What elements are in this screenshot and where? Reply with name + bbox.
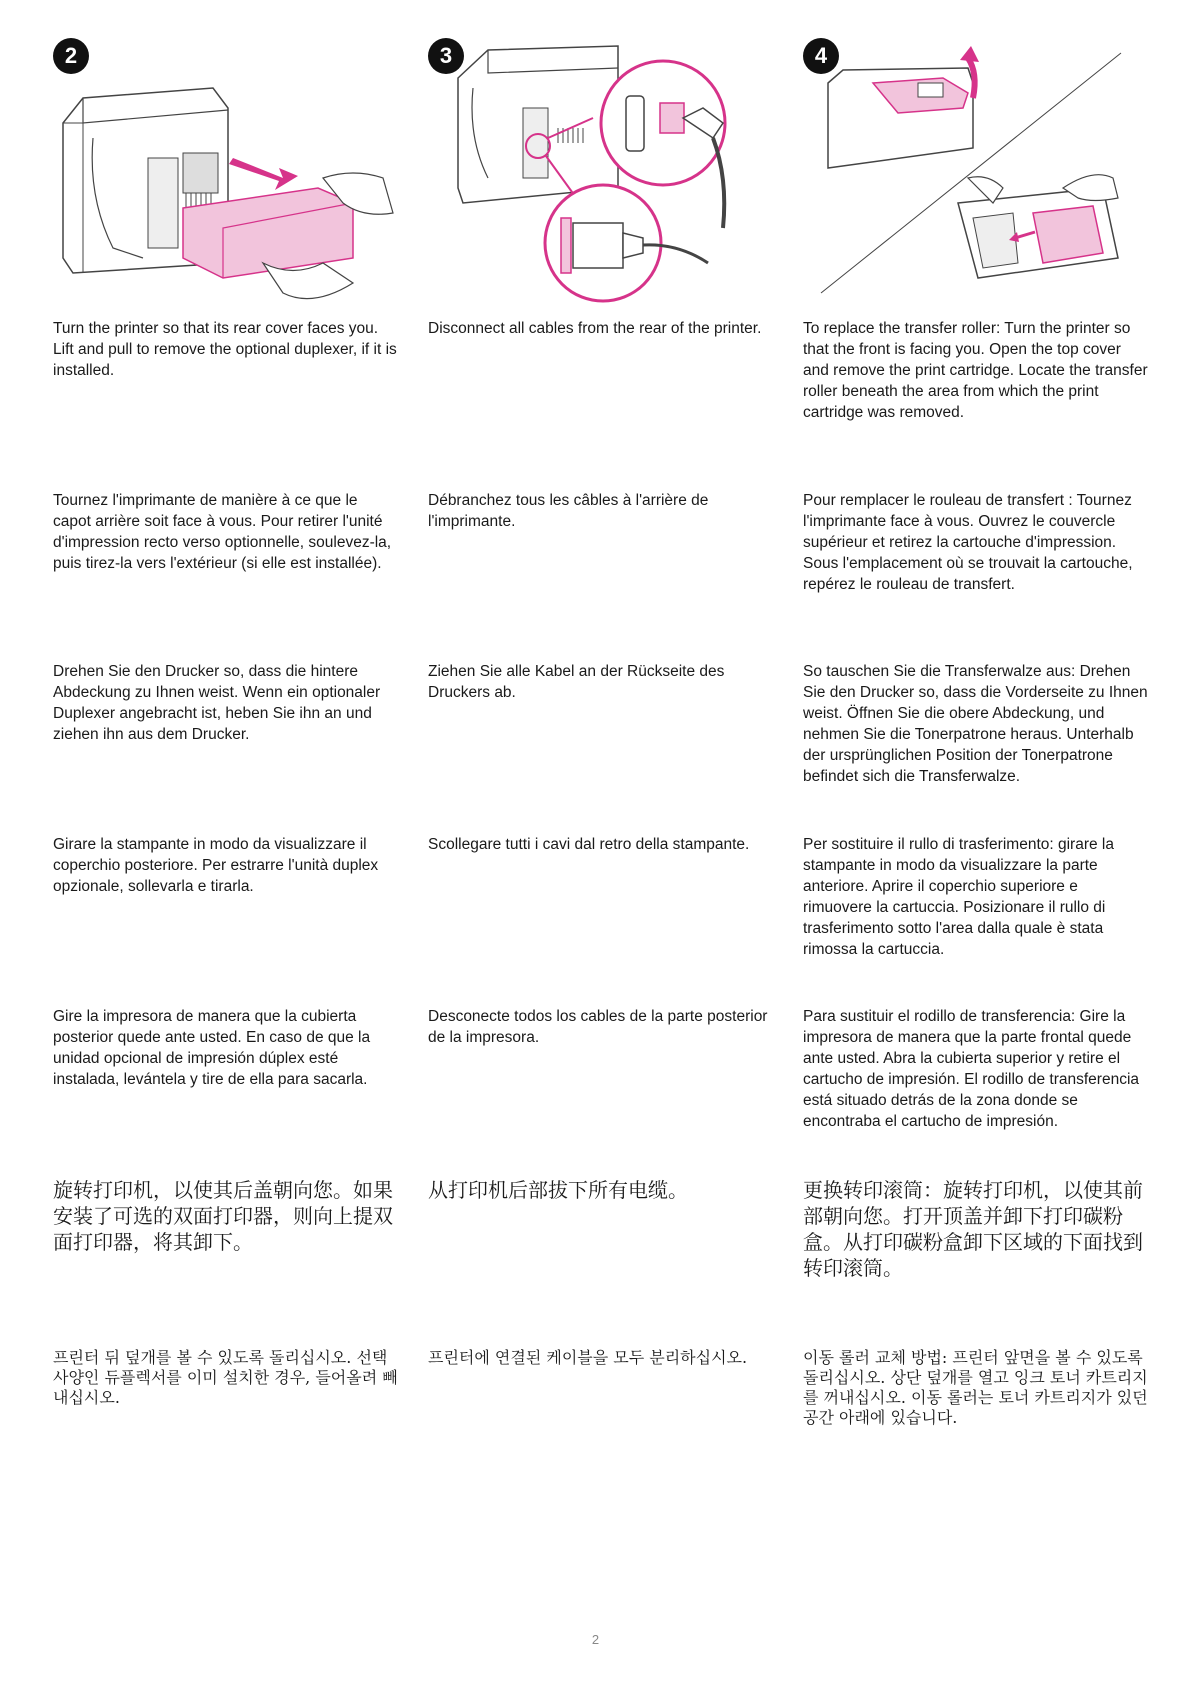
transfer-roller-illustration — [803, 28, 1148, 328]
step-number-badge: 4 — [803, 38, 839, 74]
instruction-de: So tauschen Sie die Transferwalze aus: Drehen Sie den Drucker so, dass die Vorderseite zu Ihnen weist. Öffnen Sie die obere Abdeckung, und nehmen Sie die Tonerpatrone heraus. Unterhalb der ursprünglichen Position der Tonerpatrone befindet sich die Transferwalze. — [803, 663, 1148, 785]
instruction-es: Desconecte todos los cables de la parte posterior de la impresora. — [428, 1008, 768, 1046]
instruction-fr: Débranchez tous les câbles à l'arrière de l'imprimante. — [428, 492, 709, 530]
page-number: 2 — [591, 1632, 600, 1647]
instruction-ko: 프린터에 연결된 케이블을 모두 분리하십시오. — [428, 1348, 748, 1367]
cable-disconnect-illustration — [428, 28, 773, 328]
duplexer-removal-illustration — [53, 28, 398, 328]
step-number-badge: 2 — [53, 38, 89, 74]
instruction-zh: 旋转打印机，以使其后盖朝向您。如果安装了可选的双面打印器，则向上提双面打印器，将其卸下。 — [53, 1178, 393, 1254]
instruction-de: Drehen Sie den Drucker so, dass die hintere Abdeckung zu Ihnen weist. Wenn ein optionaler Duplexer angebracht ist, heben Sie ihn an und ziehen ihn aus dem Drucker. — [53, 663, 381, 743]
instruction-en: Disconnect all cables from the rear of the printer. — [428, 320, 762, 337]
instruction-de: Ziehen Sie alle Kabel an der Rückseite des Druckers ab. — [428, 663, 725, 701]
instruction-it: Scollegare tutti i cavi dal retro della stampante. — [428, 836, 750, 853]
instruction-zh: 更换转印滚筒：旋转打印机，以使其前部朝向您。打开顶盖并卸下打印碳粉盒。从打印碳粉盒卸下区域的下面找到转印滚筒。 — [803, 1178, 1143, 1280]
instruction-ko: 프린터 뒤 덮개를 볼 수 있도록 돌리십시오. 선택사양인 듀플렉서를 이미 설치한 경우, 들어올려 빼내십시오. — [53, 1348, 398, 1407]
instruction-fr: Tournez l'imprimante de manière à ce que le capot arrière soit face à vous. Pour retirer l'unité d'impression recto verso optionnelle, soulevez-la, puis tirez-la vers l'extérieur (si elle est installée). — [53, 492, 392, 572]
instruction-ko: 이동 롤러 교체 방법: 프린터 앞면을 볼 수 있도록 돌리십시오. 상단 덮개를 열고 잉크 토너 카트리지를 꺼내십시오. 이동 롤러는 토너 카트리지가 있던 공간 아래에 있습니다. — [803, 1348, 1148, 1427]
step-number-badge: 3 — [428, 38, 464, 74]
instruction-it: Girare la stampante in modo da visualizzare il coperchio posteriore. Per estrarre l'unità duplex opzionale, sollevarla e tirarla. — [53, 836, 379, 895]
instruction-fr: Pour remplacer le rouleau de transfert : Tournez l'imprimante face à vous. Ouvrez le couvercle supérieur et retirez la cartouche d'impression. Sous l'emplacement où se trouvait la cartouche, repérez le rouleau de transfert. — [803, 492, 1133, 593]
instruction-zh: 从打印机后部拔下所有电缆。 — [428, 1178, 688, 1202]
instruction-es: Para sustituir el rodillo de transferencia: Gire la impresora de manera que la parte frontal quede ante usted. Abra la cubierta superior y retire el cartucho de impresión. El rodillo de transferencia está situado detrás de la zona donde se encontraba el cartucho de impresión. — [803, 1008, 1140, 1130]
instruction-en: To replace the transfer roller: Turn the printer so that the front is facing you. Open the top cover and remove the print cartridge. Locate the transfer roller beneath the area from which the print cartridge was removed. — [803, 320, 1148, 421]
instruction-es: Gire la impresora de manera que la cubierta posterior quede ante usted. En caso de que la unidad opcional de impresión dúplex esté instalada, levántela y tire de ella para sacarla. — [53, 1008, 371, 1088]
instruction-en: Turn the printer so that its rear cover faces you. Lift and pull to remove the optional duplexer, if it is installed. — [53, 320, 397, 379]
instruction-it: Per sostituire il rullo di trasferimento: girare la stampante in modo da visualizzare la parte anteriore. Aprire il coperchio superiore e rimuovere la cartuccia. Posizionare il rullo di trasferimento sotto l'area dalla quale è stata rimossa la cartuccia. — [803, 836, 1114, 958]
